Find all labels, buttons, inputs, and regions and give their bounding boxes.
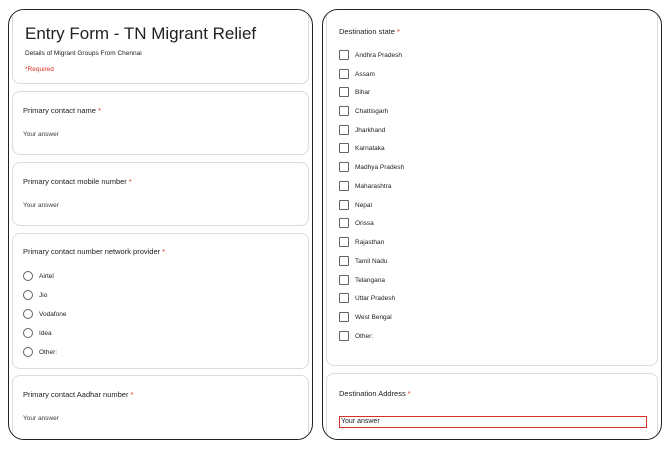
option-label: Karnataka xyxy=(355,144,385,152)
checkbox-option-andhra-pradesh[interactable] xyxy=(339,49,402,61)
checkbox-option-uttar-pradesh[interactable] xyxy=(339,292,395,304)
required-star: * xyxy=(130,390,134,399)
checkbox-option-west-bengal[interactable] xyxy=(339,311,392,323)
question-text: Destination Address xyxy=(339,389,406,398)
checkbox-icon[interactable] xyxy=(339,293,349,303)
option-label: Madhya Pradesh xyxy=(355,163,405,171)
checkbox-option-nepal[interactable] xyxy=(339,199,372,211)
checkbox-icon[interactable] xyxy=(339,50,349,60)
option-label: Jharkhand xyxy=(355,126,386,134)
option-label: Assam xyxy=(355,70,375,78)
checkbox-option-karnataka[interactable] xyxy=(339,142,385,154)
option-label: Bihar xyxy=(355,88,371,96)
checkbox-option-jharkhand[interactable] xyxy=(339,124,385,136)
question-label xyxy=(23,390,133,399)
checkbox-option-orissa[interactable] xyxy=(339,217,374,229)
radio-option-vodafone[interactable] xyxy=(23,308,66,320)
option-label: West Bengal xyxy=(355,313,392,321)
required-note: *Required xyxy=(25,66,54,73)
radio-option-idea[interactable] xyxy=(23,327,52,339)
name-answer-field[interactable]: Your answer xyxy=(23,131,59,138)
question-text: Primary contact mobile number xyxy=(23,177,127,186)
question-text: Destination state xyxy=(339,27,395,36)
question-text: Primary contact number network provider xyxy=(23,247,161,256)
mobile-answer-field[interactable]: Your answer xyxy=(23,202,59,209)
checkbox-icon[interactable] xyxy=(339,87,349,97)
option-label: Nepal xyxy=(355,201,372,209)
checkbox-icon[interactable] xyxy=(339,331,349,341)
radio-option-airtel[interactable] xyxy=(23,270,54,282)
option-label: Orissa xyxy=(355,219,374,227)
option-label: Airtel xyxy=(39,272,54,280)
form-header-card xyxy=(12,9,309,84)
question-label xyxy=(339,27,400,36)
required-star: * xyxy=(128,177,132,186)
question-card-mobile xyxy=(12,162,309,226)
left-form-panel xyxy=(8,9,313,440)
checkbox-option-assam[interactable] xyxy=(339,68,375,80)
option-label: Telangana xyxy=(355,276,385,284)
checkbox-option-madhya-pradesh[interactable] xyxy=(339,161,404,173)
option-label: Rajasthan xyxy=(355,238,385,246)
question-card-address xyxy=(326,373,658,440)
checkbox-option-tamil-nadu[interactable] xyxy=(339,255,388,267)
question-label xyxy=(23,247,165,256)
checkbox-icon[interactable] xyxy=(339,256,349,266)
option-label: Jio xyxy=(39,291,48,299)
radio-circle-icon[interactable] xyxy=(23,271,33,281)
radio-circle-icon[interactable] xyxy=(23,290,33,300)
option-label: Uttar Pradesh xyxy=(355,294,396,302)
form-description: Details of Migrant Groups From Chennai xyxy=(25,50,142,57)
checkbox-option-chattisgarh[interactable] xyxy=(339,105,388,117)
question-label xyxy=(23,177,132,186)
option-label: Andhra Pradesh xyxy=(355,51,402,59)
checkbox-icon[interactable] xyxy=(339,200,349,210)
radio-circle-icon[interactable] xyxy=(23,328,33,338)
aadhar-answer-field[interactable]: Your answer xyxy=(23,415,59,422)
question-card-name xyxy=(12,91,309,155)
checkbox-icon[interactable] xyxy=(339,275,349,285)
radio-circle-icon[interactable] xyxy=(23,309,33,319)
right-form-panel xyxy=(322,9,662,440)
checkbox-icon[interactable] xyxy=(339,162,349,172)
option-label: Idea xyxy=(39,329,52,337)
checkbox-option-telangana[interactable] xyxy=(339,274,385,286)
radio-circle-icon[interactable] xyxy=(23,347,33,357)
required-star: * xyxy=(162,247,166,256)
question-card-network xyxy=(12,233,309,369)
question-card-state xyxy=(326,9,658,366)
checkbox-icon[interactable] xyxy=(339,106,349,116)
checkbox-option-bihar[interactable] xyxy=(339,86,370,98)
checkbox-icon[interactable] xyxy=(339,181,349,191)
option-label: Chattisgarh xyxy=(355,107,389,115)
form-title: Entry Form - TN Migrant Relief xyxy=(25,24,257,43)
option-label: Maharashtra xyxy=(355,182,392,190)
required-star: * xyxy=(396,27,400,36)
checkbox-option-rajasthan[interactable] xyxy=(339,236,384,248)
option-label: Tamil Nadu xyxy=(355,257,388,265)
checkbox-icon[interactable] xyxy=(339,125,349,135)
question-card-aadhar xyxy=(12,375,309,440)
option-label: Other: xyxy=(39,348,58,356)
checkbox-icon[interactable] xyxy=(339,218,349,228)
checkbox-icon[interactable] xyxy=(339,312,349,322)
question-label xyxy=(23,106,101,115)
radio-option-other[interactable] xyxy=(23,346,57,358)
required-star: * xyxy=(97,106,101,115)
checkbox-icon[interactable] xyxy=(339,237,349,247)
radio-option-jio[interactable] xyxy=(23,289,47,301)
checkbox-option-maharashtra[interactable] xyxy=(339,180,392,192)
checkbox-icon[interactable] xyxy=(339,69,349,79)
option-label: Other: xyxy=(355,332,374,340)
required-star: * xyxy=(407,389,411,398)
checkbox-option-other[interactable] xyxy=(339,330,373,342)
question-label xyxy=(339,389,411,398)
checkbox-icon[interactable] xyxy=(339,143,349,153)
question-text: Primary contact Aadhar number xyxy=(23,390,129,399)
option-label: Vodafone xyxy=(39,310,67,318)
question-text: Primary contact name xyxy=(23,106,96,115)
address-answer-field[interactable]: Your answer xyxy=(339,416,647,428)
